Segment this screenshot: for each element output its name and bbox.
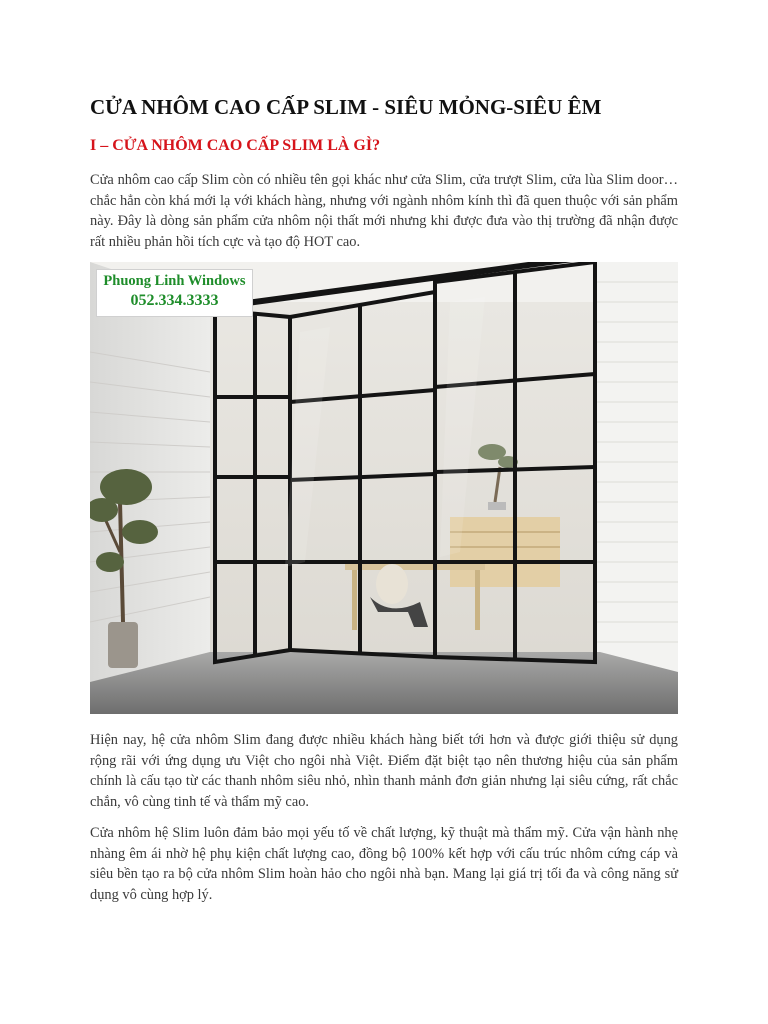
room-illustration [90, 262, 678, 714]
body-paragraph: Hiện nay, hệ cửa nhôm Slim đang được nhiều khách hàng biết tới hơn và được giới thiệu sử dụng rộng rãi với ứng dụng ưu Việt cho ngôi nhà Việt. Điểm đặt biệt tạo nên thương hiệu của sản phẩm chính là cấu tạo từ các thanh nhôm siêu nhỏ, nhìn thanh mảnh đơn giản nhưng lại siêu cứng, rất chắc chắn, vô cùng tinh tế và thẩm mỹ cao. [90, 732, 678, 810]
body-paragraph: Cửa nhôm hệ Slim luôn đảm bảo mọi yếu tố về chất lượng, kỹ thuật mà thẩm mỹ. Cửa vận hành nhẹ nhàng êm ái nhờ hệ phụ kiện chất lượng cao, đồng bộ 100% kết hợp với cấu trúc nhôm cứng cáp và siêu bền tạo ra bộ cửa nhôm Slim hoàn hảo cho ngôi nhà bạn. Mang lại giá trị tối đa và công năng sử dụng vô cùng hợp lý. [90, 825, 678, 903]
section-heading: I – CỬA NHÔM CAO CẤP SLIM LÀ GÌ? [90, 137, 381, 154]
intro-paragraph: Cửa nhôm cao cấp Slim còn có nhiều tên gọi khác như cửa Slim, cửa trượt Slim, cửa lùa Slim door… chắc hẳn còn khá mới lạ với khách hàng, nhưng với ngành nhôm kính thì đã quen thuộc với sản phẩm này. Đây là dòng sản phẩm cửa nhôm nội thất mới nhưng khi được đưa vào thị trường đã nhận được rất nhiều phản hồi tích cực và tạo độ HOT cao. [90, 172, 678, 250]
watermark-badge [96, 269, 253, 317]
watermark-name: Phuong Linh Windows [103, 273, 246, 289]
slim-door-photo [90, 262, 678, 714]
watermark-phone: 052.334.3333 [130, 292, 219, 309]
page-title: CỬA NHÔM CAO CẤP SLIM - SIÊU MỎNG-SIÊU ÊM [90, 95, 602, 119]
